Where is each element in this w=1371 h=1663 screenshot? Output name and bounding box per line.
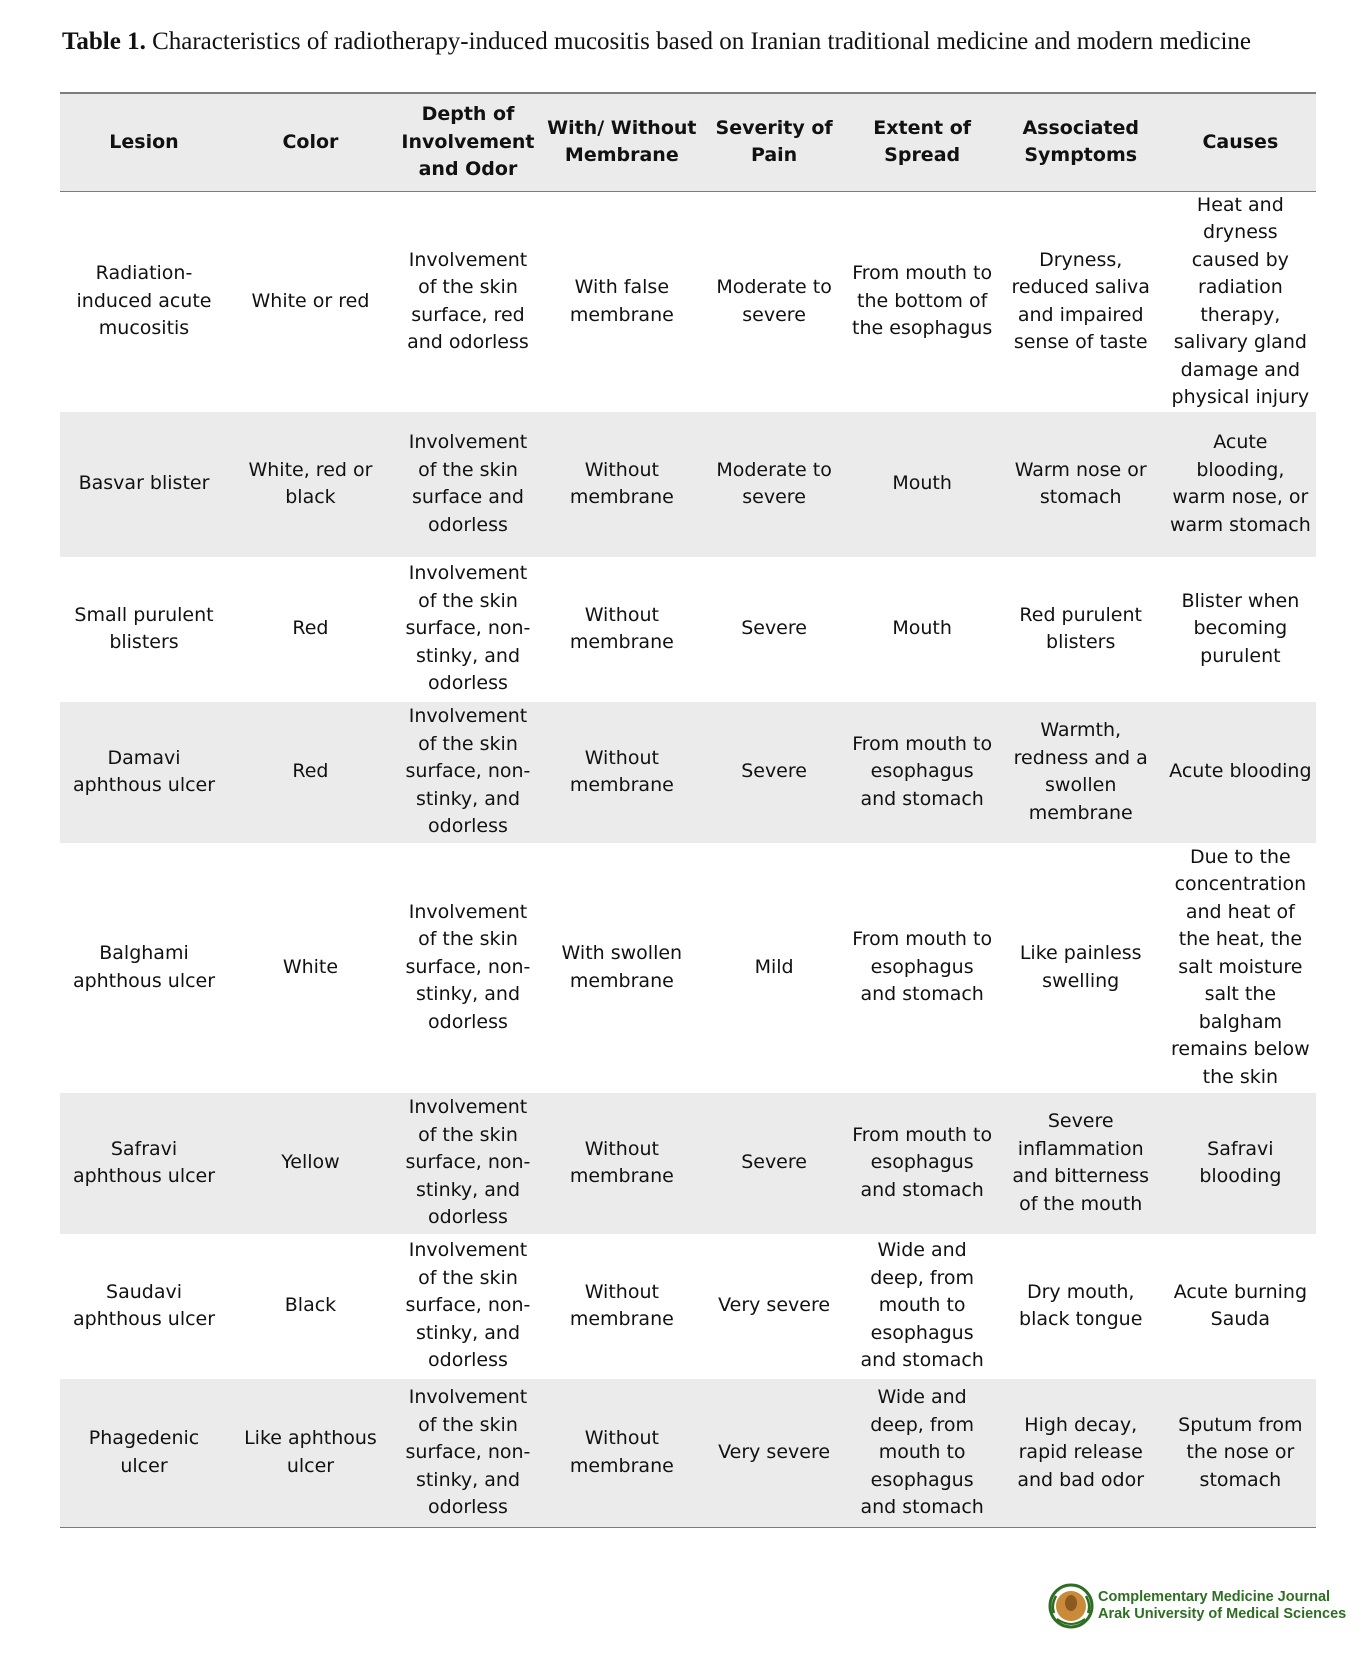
table-row — [60, 1379, 1316, 1528]
table-caption — [62, 24, 1322, 60]
cell-lesion: Saudavi aphthous ulcer — [72, 1280, 216, 1330]
cell-membrane: Without membrane — [569, 746, 674, 796]
table-row — [60, 843, 1316, 1093]
cell-spread: From mouth to esophagus and stomach — [852, 928, 993, 1006]
cell-severity: Very severe — [701, 1379, 848, 1528]
header-lesion: Lesion — [60, 93, 228, 191]
table-title: Characteristics of radiotherapy-induced mucositis based on Iranian traditional medicine and modern medicine — [152, 28, 1252, 55]
header-membrane: With/ Without Membrane — [543, 93, 701, 191]
cell-lesion: Basvar blister — [78, 472, 210, 495]
table-row — [60, 702, 1316, 843]
header-causes: Causes — [1165, 93, 1316, 191]
cell-severity: Mild — [754, 955, 794, 978]
cell-symptoms: Severe inflammation and bitterness of the mouth — [1012, 1110, 1150, 1215]
cell-color: Yellow — [281, 1151, 340, 1174]
cell-depth-odor: Involvement of the skin surface and odorless — [408, 431, 528, 536]
header-severity: Severity of Pain — [701, 93, 848, 191]
cell-membrane: With swollen membrane — [561, 942, 683, 992]
cell-depth-odor: Involvement of the skin surface, non-stinky, and odorless — [405, 1239, 531, 1372]
header-depth-odor: Depth of Involvement and Odor — [393, 93, 543, 191]
cell-severity: Severe — [741, 760, 807, 783]
cell-depth-odor: Involvement of the skin surface, red and odorless — [407, 248, 529, 353]
table-label: Table 1. — [62, 28, 146, 55]
cell-depth-odor: Involvement of the skin surface, non-stinky, and odorless — [405, 562, 531, 695]
cell-spread: Mouth — [892, 617, 952, 640]
cell-severity: Moderate to severe — [716, 276, 832, 326]
cell-spread: From mouth to the bottom of the esophagus — [852, 262, 993, 340]
cell-lesion: Balghami aphthous ulcer — [72, 942, 216, 992]
table-row — [60, 191, 1316, 412]
cell-symptoms: High decay, rapid release and bad odor — [997, 1379, 1165, 1528]
table-row — [60, 1093, 1316, 1234]
cell-causes: Heat and dryness caused by radiation therapy, salivary gland damage and physical injury — [1171, 193, 1310, 408]
journal-logo — [1048, 1583, 1347, 1631]
cell-color: Like aphthous ulcer — [228, 1379, 393, 1528]
cell-membrane: Without membrane — [569, 603, 674, 653]
table-row — [60, 557, 1316, 702]
cell-membrane: With false membrane — [569, 276, 674, 326]
header-row — [60, 93, 1316, 191]
cell-symptoms: Warmth, redness and a swollen membrane — [1013, 719, 1148, 824]
cell-lesion: Small purulent blisters — [74, 603, 214, 653]
table-row — [60, 1234, 1316, 1379]
cell-causes: Blister when becoming purulent — [1181, 589, 1300, 667]
cell-causes: Acute blooding, warm nose, or warm stomach — [1169, 431, 1311, 536]
cell-color: White — [282, 955, 339, 978]
cell-causes: Acute burning Sauda — [1173, 1280, 1308, 1330]
header-spread: Extent of Spread — [848, 93, 997, 191]
journal-university: Arak University of Medical Sciences — [1098, 1606, 1347, 1622]
cell-depth-odor: Involvement of the skin surface, non-stinky, and odorless — [405, 900, 531, 1033]
cell-color: White, red or black — [248, 458, 373, 508]
cell-color: Red — [292, 617, 329, 640]
cell-spread: Mouth — [892, 472, 952, 495]
cell-spread: Wide and deep, from mouth to esophagus and stomach — [860, 1239, 984, 1372]
cell-symptoms: Dryness, reduced saliva and impaired sense of taste — [1011, 248, 1150, 353]
cell-depth-odor: Involvement of the skin surface, non-stinky, and odorless — [405, 1096, 531, 1229]
cell-symptoms: Dry mouth, black tongue — [1019, 1280, 1143, 1330]
cell-spread: From mouth to esophagus and stomach — [852, 732, 993, 810]
cell-causes: Safravi blooding — [1199, 1137, 1282, 1187]
cell-severity: Moderate to severe — [716, 458, 832, 508]
cell-severity: Severe — [741, 1151, 807, 1174]
cell-causes: Sputum from the nose or stomach — [1165, 1379, 1316, 1528]
cell-spread: From mouth to esophagus and stomach — [852, 1123, 993, 1201]
cell-lesion: Radiation-induced acute mucositis — [76, 262, 212, 340]
header-color: Color — [228, 93, 393, 191]
cell-causes: Acute blooding — [1169, 760, 1312, 783]
journal-name: Complementary Medicine Journal — [1098, 1589, 1331, 1605]
cell-membrane: Without membrane — [569, 1137, 674, 1187]
journal-seal-icon — [1048, 1583, 1094, 1629]
cell-symptoms: Like painless swelling — [1019, 942, 1142, 992]
cell-lesion: Damavi aphthous ulcer — [72, 746, 216, 796]
cell-lesion: Phagedenic ulcer — [60, 1379, 228, 1528]
mucositis-characteristics-table — [60, 92, 1316, 1528]
cell-symptoms: Red purulent blisters — [1019, 603, 1142, 653]
cell-lesion: Safravi aphthous ulcer — [72, 1137, 216, 1187]
cell-membrane: Without membrane — [543, 1379, 701, 1528]
cell-severity: Severe — [741, 617, 807, 640]
table-row — [60, 412, 1316, 557]
cell-membrane: Without membrane — [569, 1280, 674, 1330]
cell-depth-odor: Involvement of the skin surface, non-stinky, and odorless — [405, 705, 531, 838]
cell-color: White or red — [251, 289, 370, 312]
cell-color: Black — [284, 1294, 337, 1317]
cell-depth-odor: Involvement of the skin surface, non-stinky, and odorless — [393, 1379, 543, 1528]
header-symptoms: Associated Symptoms — [997, 93, 1165, 191]
cell-severity: Very severe — [718, 1294, 831, 1317]
cell-membrane: Without membrane — [569, 458, 674, 508]
cell-spread: Wide and deep, from mouth to esophagus and stomach — [848, 1379, 997, 1528]
cell-color: Red — [292, 760, 329, 783]
cell-causes: Due to the concentration and heat of the heat, the salt moisture salt the balgham remains below the skin — [1171, 845, 1310, 1088]
cell-symptoms: Warm nose or stomach — [1014, 458, 1147, 508]
